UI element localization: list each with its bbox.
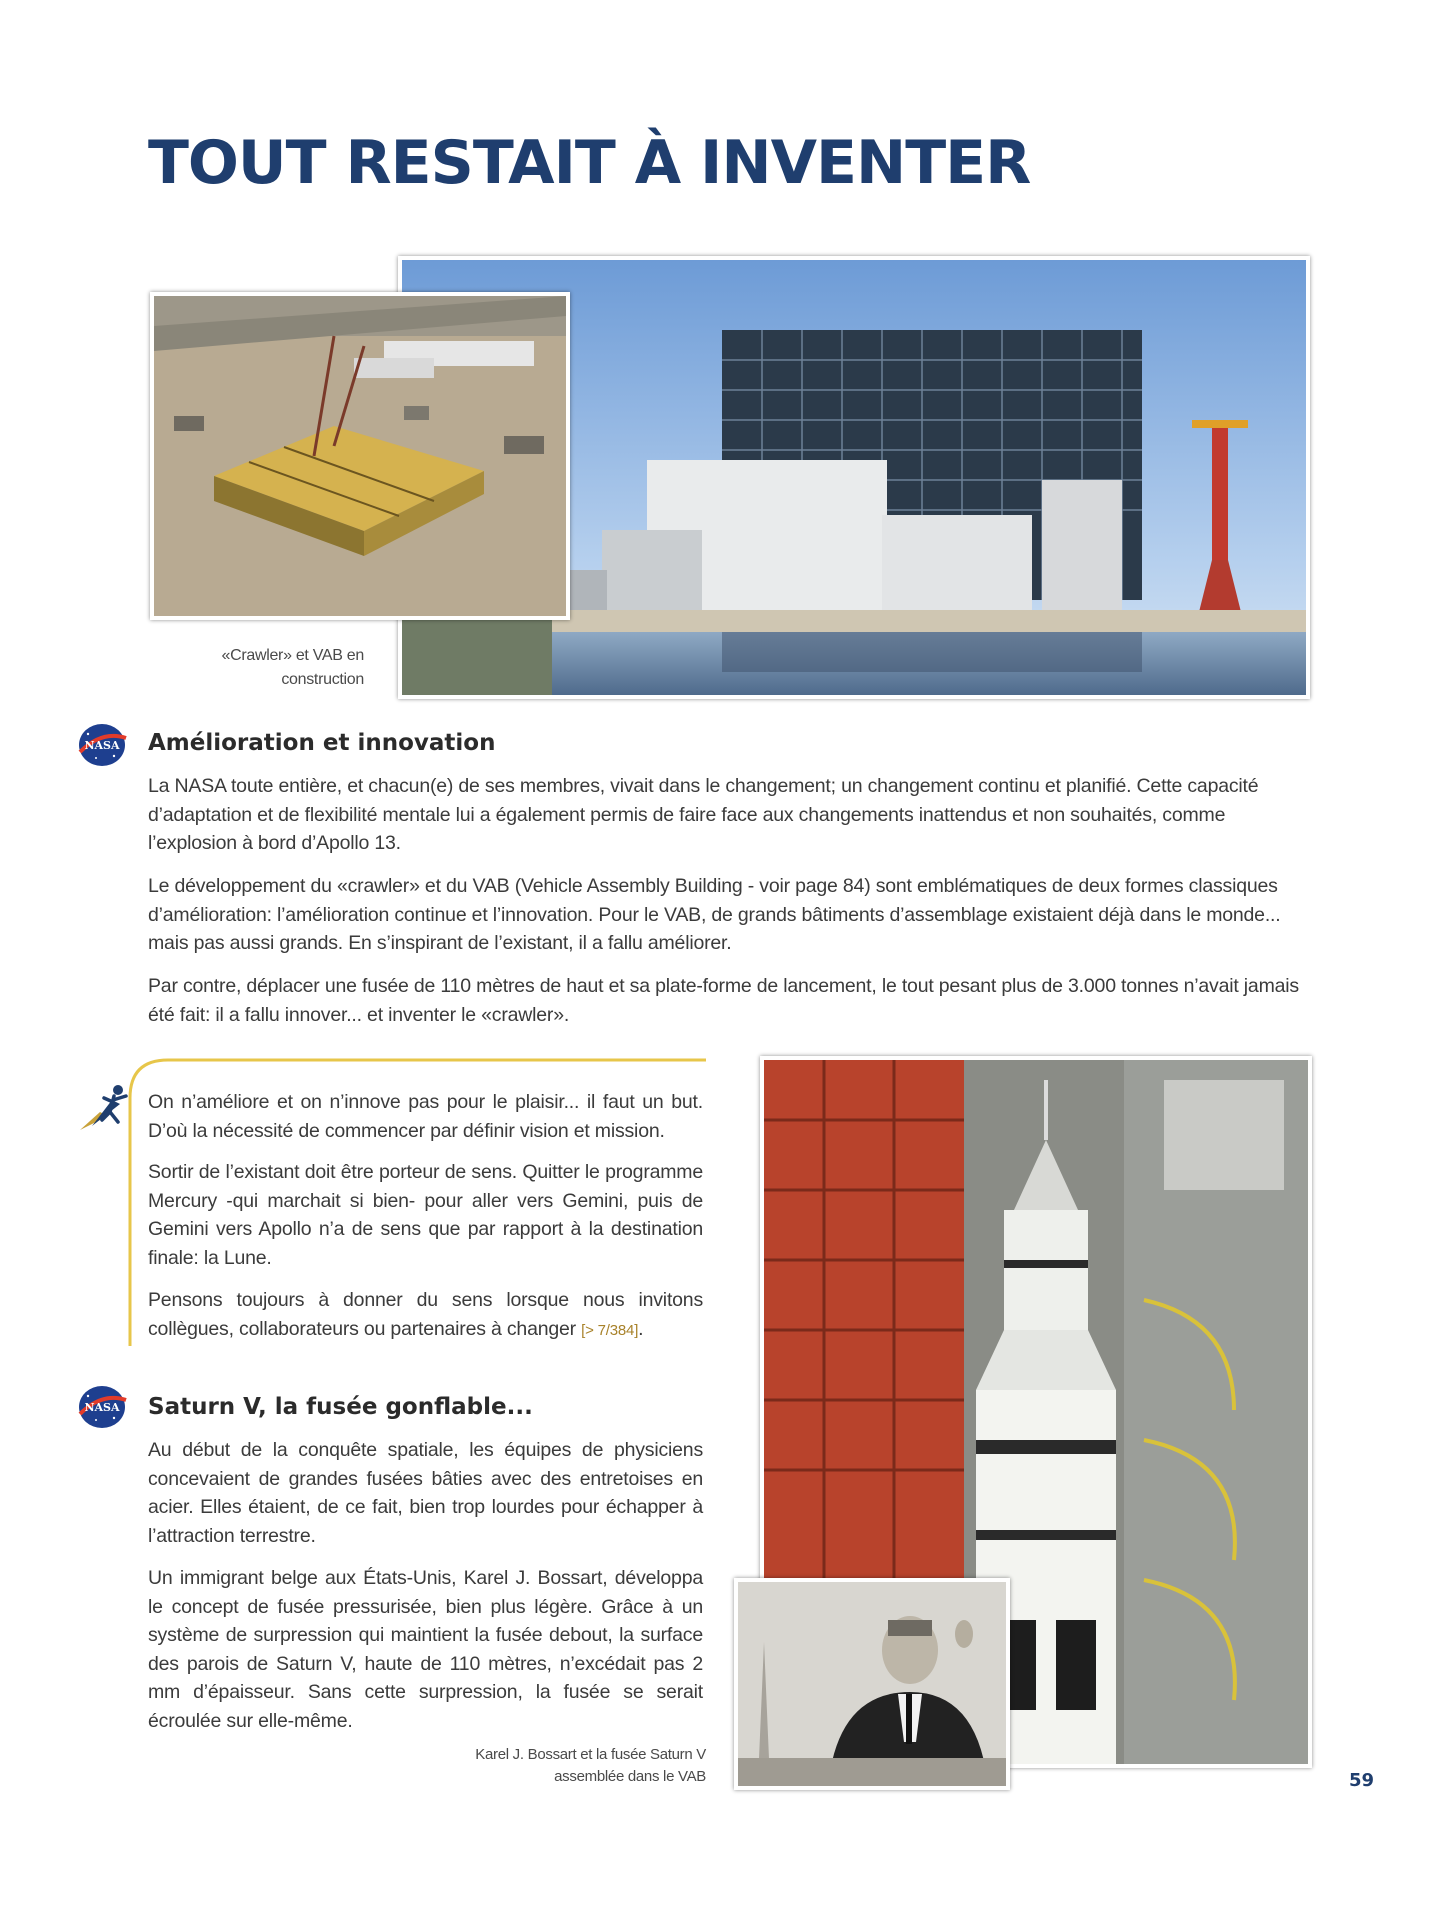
section-title-amelioration: Amélioration et innovation [148,730,496,756]
bossart-photo [734,1578,1010,1790]
callout-paragraph-1: On n’améliore et on n’innove pas pour le plaisir... il faut un but. D’où la nécessité de commencer par définir vision et mission. [148,1091,703,1142]
paragraph-bossart: Un immigrant belge aux États-Unis, Karel J. Bossart, développa le concept de fusée pressurisée, bien plus légère. Grâce à un système de surpression qui maintient la fusée debout, la surface des parois de Saturn V, haute de 110 mètres, n’excédait pas 2 mm d’épaisseur. Sans cette surpression, la fusée se serait écroulée sur elle-même. [148,1567,703,1732]
callout-paragraph-3: Pensons toujours à donner du sens lorsque nous invitons collègues, collaborateurs ou partenaires à changer [> 7/384]. [148,1289,703,1340]
crawler-photo [150,292,570,620]
page-reference-link[interactable]: [> 7/384] [581,1321,639,1339]
svg-text:NASA: NASA [84,739,120,752]
paragraph-innover: Par contre, déplacer une fusée de 110 mètres de haut et sa plate-forme de lancement, le tout pesant plus de 3.000 tonnes n’avait jamais été fait: il a fallu innover... et inventer le «crawler». [148,975,1299,1026]
page-title: TOUT RESTAIT À INVENTER [148,128,1031,198]
nasa-logo-icon [76,1384,128,1435]
section-title-saturn: Saturn V, la fusée gonflable... [148,1394,533,1420]
runner-icon [78,1082,134,1139]
nasa-logo-icon [76,722,128,773]
photo-caption-top: «Crawler» et VAB en construction [221,647,364,688]
paragraph-nasa-changement: La NASA toute entière, et chacun(e) de ses membres, vivait dans le changement; un changement continu et planifié. Cette capacité d’adaptation et de flexibilité mentale lui a également permis de faire face aux changements inattendus et non souhaités, comme l’explosion à bord d’Apollo 13. [148,775,1259,854]
paragraph-conquete: Au début de la conquête spatiale, les équipes de physiciens concevaient de grandes fusées bâties avec des entretoises en acier. Elles étaient, de ce fait, bien trop lourdes pour échapper à l’attraction terrestre. [148,1439,703,1547]
callout-paragraph-2: Sortir de l’existant doit être porteur de sens. Quitter le programme Mercury -qui marchait si bien- pour aller vers Gemini, puis de Gemini vers Apollo n’a de sens que par rapport à la destination finale: la Lune. [148,1161,703,1269]
svg-text:NASA: NASA [84,1401,120,1414]
photo-caption-bottom: Karel J. Bossart et la fusée Saturn V assemblée dans le VAB [475,1746,706,1785]
page-number: 59 [1348,1770,1374,1791]
paragraph-crawler-vab: Le développement du «crawler» et du VAB (Vehicle Assembly Building - voir page 84) sont emblématiques de deux formes classiques d’amélioration: l’amélioration continue et l’innovation. Pour le VAB, de grands bâtiments d’assemblage existaient déjà dans le monde... mais pas aussi grands. En s’inspirant de l’existant, il a fallu améliorer. [148,875,1281,954]
